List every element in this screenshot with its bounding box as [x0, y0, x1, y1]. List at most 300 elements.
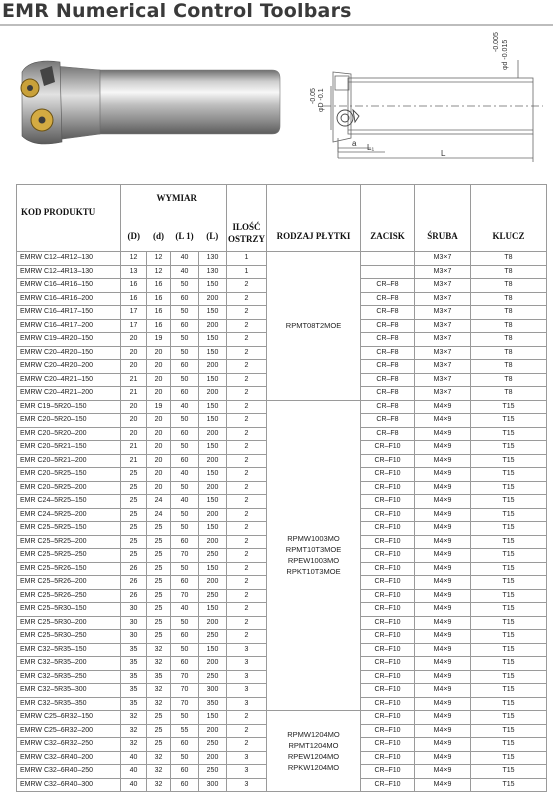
cell-klucz: T8	[471, 265, 547, 279]
cell-L1: 50	[171, 346, 199, 360]
cell-klucz: T15	[471, 468, 547, 482]
cell-L: 150	[199, 562, 227, 576]
cell-L1: 40	[171, 252, 199, 266]
cell-sruba: M4×9	[415, 738, 471, 752]
cell-klucz: T15	[471, 481, 547, 495]
cell-sruba: M4×9	[415, 751, 471, 765]
cell-L1: 55	[171, 724, 199, 738]
cell-zacisk: CR–F10	[361, 697, 415, 711]
tol-top-2: φd -0.015	[502, 39, 509, 70]
cell-klucz: T15	[471, 589, 547, 603]
cell-plytki	[267, 252, 361, 401]
cell-kod: EMR C25–5R26–250	[17, 589, 121, 603]
cell-sruba: M4×9	[415, 454, 471, 468]
cell-D: 20	[121, 414, 147, 428]
cell-L: 150	[199, 306, 227, 320]
cell-ilosc: 2	[227, 576, 267, 590]
label-l1: L₁	[367, 143, 375, 152]
header-ilosc	[227, 185, 267, 252]
cell-D: 30	[121, 616, 147, 630]
cell-L1: 60	[171, 319, 199, 333]
cell-zacisk: CR–F10	[361, 468, 415, 482]
cell-L1: 60	[171, 576, 199, 590]
cell-kod: EMR C19–5R20–150	[17, 400, 121, 414]
cell-ilosc: 2	[227, 427, 267, 441]
cell-d: 25	[147, 724, 171, 738]
cell-D: 17	[121, 306, 147, 320]
cell-L: 250	[199, 589, 227, 603]
cell-L1: 60	[171, 630, 199, 644]
cell-kod: EMR C25–5R25–250	[17, 549, 121, 563]
cell-d: 32	[147, 684, 171, 698]
cell-klucz: T8	[471, 360, 547, 374]
cell-L: 250	[199, 630, 227, 644]
cell-kod: EMR C20–5R20–150	[17, 414, 121, 428]
title-divider	[0, 24, 553, 26]
cell-D: 32	[121, 711, 147, 725]
cell-sruba: M4×9	[415, 778, 471, 792]
cell-d: 20	[147, 360, 171, 374]
cell-kod: EMRW C25–6R32–150	[17, 711, 121, 725]
cell-ilosc: 2	[227, 535, 267, 549]
cell-klucz: T15	[471, 751, 547, 765]
cell-L1: 50	[171, 751, 199, 765]
cell-klucz: T8	[471, 387, 547, 401]
header-ilosc-2: OSTRZY	[227, 234, 265, 244]
cell-klucz: T15	[471, 427, 547, 441]
tol-left-1: -0.05	[310, 88, 317, 104]
cell-D: 20	[121, 427, 147, 441]
cell-ilosc: 2	[227, 441, 267, 455]
cell-kod: EMR C24–5R25–150	[17, 495, 121, 509]
cell-d: 25	[147, 535, 171, 549]
cell-L: 150	[199, 643, 227, 657]
cell-kod: EMR C32–5R35–300	[17, 684, 121, 698]
cell-d: 12	[147, 265, 171, 279]
cell-zacisk: CR–F8	[361, 279, 415, 293]
cell-kod: EMRW C20–4R21–150	[17, 373, 121, 387]
cell-zacisk: CR–F10	[361, 508, 415, 522]
cell-zacisk: CR–F10	[361, 535, 415, 549]
spec-table	[16, 184, 547, 792]
cell-klucz: T15	[471, 616, 547, 630]
plytki-line: RPKW1204MO	[287, 763, 340, 772]
cell-sruba: M4×9	[415, 414, 471, 428]
cell-kod: EMR C20–5R25–200	[17, 481, 121, 495]
cell-D: 25	[121, 535, 147, 549]
cell-D: 35	[121, 697, 147, 711]
cell-zacisk: CR–F10	[361, 643, 415, 657]
cell-sruba: M3×7	[415, 279, 471, 293]
cell-d: 16	[147, 319, 171, 333]
cell-sruba: M4×9	[415, 657, 471, 671]
cell-ilosc: 3	[227, 643, 267, 657]
cell-d: 16	[147, 306, 171, 320]
cell-zacisk: CR–F8	[361, 360, 415, 374]
cell-L1: 60	[171, 535, 199, 549]
cell-sruba: M4×9	[415, 684, 471, 698]
cell-klucz: T15	[471, 643, 547, 657]
cell-kod: EMR C25–5R30–250	[17, 630, 121, 644]
cell-L1: 60	[171, 657, 199, 671]
cell-L: 250	[199, 738, 227, 752]
cell-sruba: M3×7	[415, 346, 471, 360]
cell-plytki	[267, 400, 361, 711]
cell-L: 200	[199, 292, 227, 306]
cell-D: 25	[121, 481, 147, 495]
cell-kod: EMRW C16–4R16–200	[17, 292, 121, 306]
cell-L: 300	[199, 778, 227, 792]
table-header-row	[17, 185, 547, 252]
cell-L1: 70	[171, 549, 199, 563]
cell-d: 25	[147, 576, 171, 590]
cell-d: 32	[147, 751, 171, 765]
header-l-cell	[199, 185, 227, 252]
cell-kod: EMR C25–5R30–200	[17, 616, 121, 630]
cell-kod: EMR C32–5R35–250	[17, 670, 121, 684]
cell-D: 13	[121, 265, 147, 279]
cell-ilosc: 2	[227, 306, 267, 320]
cell-L1: 60	[171, 738, 199, 752]
page-title: EMR Numerical Control Toolbars	[2, 0, 352, 22]
cell-sruba: M4×9	[415, 427, 471, 441]
cell-L: 150	[199, 711, 227, 725]
cell-zacisk: CR–F10	[361, 549, 415, 563]
cell-sruba: M4×9	[415, 535, 471, 549]
cell-ilosc: 2	[227, 630, 267, 644]
cell-D: 40	[121, 778, 147, 792]
technical-drawing	[293, 30, 553, 180]
cell-sruba: M4×9	[415, 441, 471, 455]
cell-ilosc: 3	[227, 765, 267, 779]
cell-d: 32	[147, 643, 171, 657]
cell-klucz: T8	[471, 252, 547, 266]
cell-sruba: M4×9	[415, 670, 471, 684]
plytki-line: RPEW1204MO	[287, 752, 340, 761]
cell-ilosc: 3	[227, 670, 267, 684]
cell-d: 20	[147, 414, 171, 428]
cell-L: 200	[199, 454, 227, 468]
cell-zacisk: CR–F8	[361, 346, 415, 360]
cell-d: 19	[147, 400, 171, 414]
cell-d: 25	[147, 589, 171, 603]
cell-sruba: M4×9	[415, 711, 471, 725]
cell-D: 21	[121, 441, 147, 455]
cell-ilosc: 2	[227, 481, 267, 495]
cell-ilosc: 2	[227, 508, 267, 522]
cell-L1: 40	[171, 603, 199, 617]
cell-L1: 50	[171, 481, 199, 495]
cell-ilosc: 2	[227, 522, 267, 536]
cell-L: 250	[199, 670, 227, 684]
cell-d: 20	[147, 441, 171, 455]
cell-klucz: T15	[471, 684, 547, 698]
cell-sruba: M4×9	[415, 630, 471, 644]
cell-L1: 70	[171, 697, 199, 711]
cell-d: 35	[147, 670, 171, 684]
cell-zacisk: CR–F8	[361, 427, 415, 441]
cell-zacisk: CR–F8	[361, 319, 415, 333]
cell-kod: EMRW C32–6R40–200	[17, 751, 121, 765]
cell-D: 20	[121, 346, 147, 360]
table-row	[17, 252, 547, 266]
cell-ilosc: 2	[227, 603, 267, 617]
cell-kod: EMRW C19–4R20–150	[17, 333, 121, 347]
cell-zacisk: CR–F10	[361, 562, 415, 576]
cell-zacisk: CR–F8	[361, 387, 415, 401]
header-wymiar: WYMIAR	[156, 193, 197, 203]
cell-zacisk: CR–F10	[361, 616, 415, 630]
cell-zacisk: CR–F10	[361, 454, 415, 468]
cell-zacisk: CR–F8	[361, 306, 415, 320]
cell-sruba: M4×9	[415, 589, 471, 603]
cell-zacisk: CR–F10	[361, 657, 415, 671]
header-zacisk: ZACISK	[361, 185, 415, 252]
cell-L1: 70	[171, 670, 199, 684]
end-mill-photo	[0, 30, 290, 170]
cell-D: 20	[121, 360, 147, 374]
cell-ilosc: 1	[227, 252, 267, 266]
cell-D: 12	[121, 252, 147, 266]
cell-ilosc: 2	[227, 360, 267, 374]
cell-d: 32	[147, 697, 171, 711]
cell-L: 200	[199, 724, 227, 738]
cell-ilosc: 2	[227, 562, 267, 576]
cell-L1: 50	[171, 306, 199, 320]
cell-L1: 50	[171, 562, 199, 576]
cell-kod: EMRW C32–6R32–250	[17, 738, 121, 752]
cell-d: 20	[147, 454, 171, 468]
tol-left-2: φD -0.1	[318, 88, 325, 112]
cell-sruba: M4×9	[415, 549, 471, 563]
cell-D: 35	[121, 684, 147, 698]
cell-D: 20	[121, 400, 147, 414]
cell-zacisk: CR–F10	[361, 441, 415, 455]
cell-klucz: T15	[471, 535, 547, 549]
cell-D: 32	[121, 738, 147, 752]
cell-d: 20	[147, 481, 171, 495]
cell-ilosc: 2	[227, 589, 267, 603]
cell-L: 150	[199, 400, 227, 414]
figure-area	[0, 30, 553, 180]
cell-kod: EMRW C32–6R40–300	[17, 778, 121, 792]
cell-D: 35	[121, 670, 147, 684]
cell-klucz: T15	[471, 724, 547, 738]
cell-L: 150	[199, 441, 227, 455]
header-L1: (L 1)	[175, 231, 194, 241]
plytki-line: RPMT10T3MOE	[285, 545, 342, 555]
cell-D: 25	[121, 549, 147, 563]
cell-L1: 60	[171, 387, 199, 401]
cell-zacisk: CR–F10	[361, 738, 415, 752]
cell-kod: EMR C20–5R21–200	[17, 454, 121, 468]
plytki-line: RPMT08T2MOE	[285, 321, 342, 331]
cell-zacisk: CR–F10	[361, 630, 415, 644]
cell-ilosc: 2	[227, 724, 267, 738]
cell-klucz: T15	[471, 508, 547, 522]
cell-zacisk	[361, 252, 415, 266]
cell-sruba: M3×7	[415, 373, 471, 387]
cell-klucz: T15	[471, 711, 547, 725]
cell-zacisk: CR–F10	[361, 603, 415, 617]
cell-zacisk: CR–F10	[361, 522, 415, 536]
cell-kod: EMRW C16–4R16–150	[17, 279, 121, 293]
cell-sruba: M4×9	[415, 697, 471, 711]
tol-top-1: -0.005	[493, 32, 500, 52]
cell-kod: EMR C20–5R21–150	[17, 441, 121, 455]
cell-L1: 50	[171, 508, 199, 522]
cell-D: 25	[121, 508, 147, 522]
cell-sruba: M4×9	[415, 400, 471, 414]
cell-L: 150	[199, 495, 227, 509]
label-a: a	[352, 139, 357, 148]
cell-L: 350	[199, 697, 227, 711]
header-ilosc-1: ILOŚĆ	[232, 222, 261, 232]
cell-klucz: T8	[471, 346, 547, 360]
cell-zacisk: CR–F8	[361, 373, 415, 387]
cell-kod: EMR C25–5R26–200	[17, 576, 121, 590]
cell-klucz: T8	[471, 319, 547, 333]
header-klucz: KLUCZ	[471, 185, 547, 252]
cell-d: 16	[147, 279, 171, 293]
cell-ilosc: 3	[227, 697, 267, 711]
cell-klucz: T15	[471, 495, 547, 509]
cell-ilosc: 3	[227, 684, 267, 698]
cell-zacisk: CR–F10	[361, 711, 415, 725]
label-l: L	[441, 149, 446, 158]
cell-L1: 50	[171, 441, 199, 455]
cell-D: 26	[121, 589, 147, 603]
cell-kod: EMR C32–5R35–350	[17, 697, 121, 711]
cell-D: 35	[121, 643, 147, 657]
cell-D: 21	[121, 373, 147, 387]
cell-sruba: M3×7	[415, 319, 471, 333]
cell-sruba: M4×9	[415, 562, 471, 576]
cell-kod: EMR C24–5R25–200	[17, 508, 121, 522]
cell-D: 30	[121, 603, 147, 617]
cell-klucz: T15	[471, 454, 547, 468]
cell-klucz: T15	[471, 400, 547, 414]
cell-d: 19	[147, 333, 171, 347]
cell-sruba: M3×7	[415, 252, 471, 266]
cell-ilosc: 2	[227, 616, 267, 630]
cell-d: 25	[147, 549, 171, 563]
cell-plytki	[267, 711, 361, 792]
cell-d: 20	[147, 346, 171, 360]
cell-klucz: T15	[471, 630, 547, 644]
cell-klucz: T15	[471, 414, 547, 428]
cell-klucz: T8	[471, 279, 547, 293]
cell-d: 32	[147, 765, 171, 779]
cell-kod: EMRW C12–4R12–130	[17, 252, 121, 266]
cell-D: 40	[121, 751, 147, 765]
cell-L1: 60	[171, 778, 199, 792]
cell-L1: 50	[171, 522, 199, 536]
cell-D: 16	[121, 279, 147, 293]
cell-L1: 50	[171, 279, 199, 293]
cell-d: 32	[147, 657, 171, 671]
cell-L1: 70	[171, 684, 199, 698]
cell-sruba: M3×7	[415, 306, 471, 320]
cell-ilosc: 2	[227, 400, 267, 414]
header-D: (D)	[127, 231, 140, 241]
cell-D: 35	[121, 657, 147, 671]
cell-klucz: T15	[471, 562, 547, 576]
cell-L1: 50	[171, 373, 199, 387]
cell-ilosc: 2	[227, 373, 267, 387]
cell-L1: 60	[171, 292, 199, 306]
cell-zacisk: CR–F10	[361, 576, 415, 590]
cell-klucz: T15	[471, 603, 547, 617]
cell-kod: EMR C20–5R25–150	[17, 468, 121, 482]
cell-d: 20	[147, 387, 171, 401]
cell-D: 40	[121, 765, 147, 779]
cell-sruba: M4×9	[415, 522, 471, 536]
cell-d: 20	[147, 373, 171, 387]
cell-zacisk: CR–F8	[361, 400, 415, 414]
cell-klucz: T15	[471, 549, 547, 563]
cell-sruba: M3×7	[415, 360, 471, 374]
cell-ilosc: 1	[227, 265, 267, 279]
cell-d: 16	[147, 292, 171, 306]
table-body	[17, 252, 547, 792]
cell-klucz: T15	[471, 765, 547, 779]
cell-D: 25	[121, 468, 147, 482]
cell-kod: EMR C25–5R25–150	[17, 522, 121, 536]
cell-zacisk: CR–F10	[361, 724, 415, 738]
cell-klucz: T15	[471, 697, 547, 711]
cell-kod: EMRW C20–4R20–150	[17, 346, 121, 360]
cell-L1: 40	[171, 265, 199, 279]
cell-d: 20	[147, 427, 171, 441]
header-plytki: RODZAJ PŁYTKI	[267, 185, 361, 252]
cell-ilosc: 2	[227, 711, 267, 725]
cell-L: 200	[199, 508, 227, 522]
cell-sruba: M4×9	[415, 765, 471, 779]
cell-kod: EMR C25–5R26–150	[17, 562, 121, 576]
cell-L: 200	[199, 751, 227, 765]
cell-L: 150	[199, 522, 227, 536]
cell-D: 32	[121, 724, 147, 738]
cell-sruba: M4×9	[415, 468, 471, 482]
plytki-line: RPMW1204MO	[287, 730, 340, 739]
cell-L: 250	[199, 549, 227, 563]
cell-D: 21	[121, 454, 147, 468]
cell-sruba: M3×7	[415, 333, 471, 347]
cell-L: 200	[199, 387, 227, 401]
cell-klucz: T15	[471, 738, 547, 752]
cell-L: 150	[199, 603, 227, 617]
cell-L1: 60	[171, 427, 199, 441]
cell-kod: EMR C32–5R35–200	[17, 657, 121, 671]
cell-D: 25	[121, 522, 147, 536]
cell-L: 150	[199, 468, 227, 482]
cell-zacisk: CR–F8	[361, 333, 415, 347]
cell-zacisk: CR–F8	[361, 414, 415, 428]
cell-L: 200	[199, 481, 227, 495]
cell-klucz: T15	[471, 657, 547, 671]
cell-L: 300	[199, 684, 227, 698]
table-row	[17, 400, 547, 414]
cell-L1: 60	[171, 454, 199, 468]
cell-L1: 40	[171, 495, 199, 509]
cell-kod: EMR C25–5R30–150	[17, 603, 121, 617]
cell-ilosc: 2	[227, 333, 267, 347]
cell-zacisk: CR–F10	[361, 751, 415, 765]
cell-L: 130	[199, 252, 227, 266]
cell-ilosc: 2	[227, 346, 267, 360]
cell-klucz: T8	[471, 292, 547, 306]
